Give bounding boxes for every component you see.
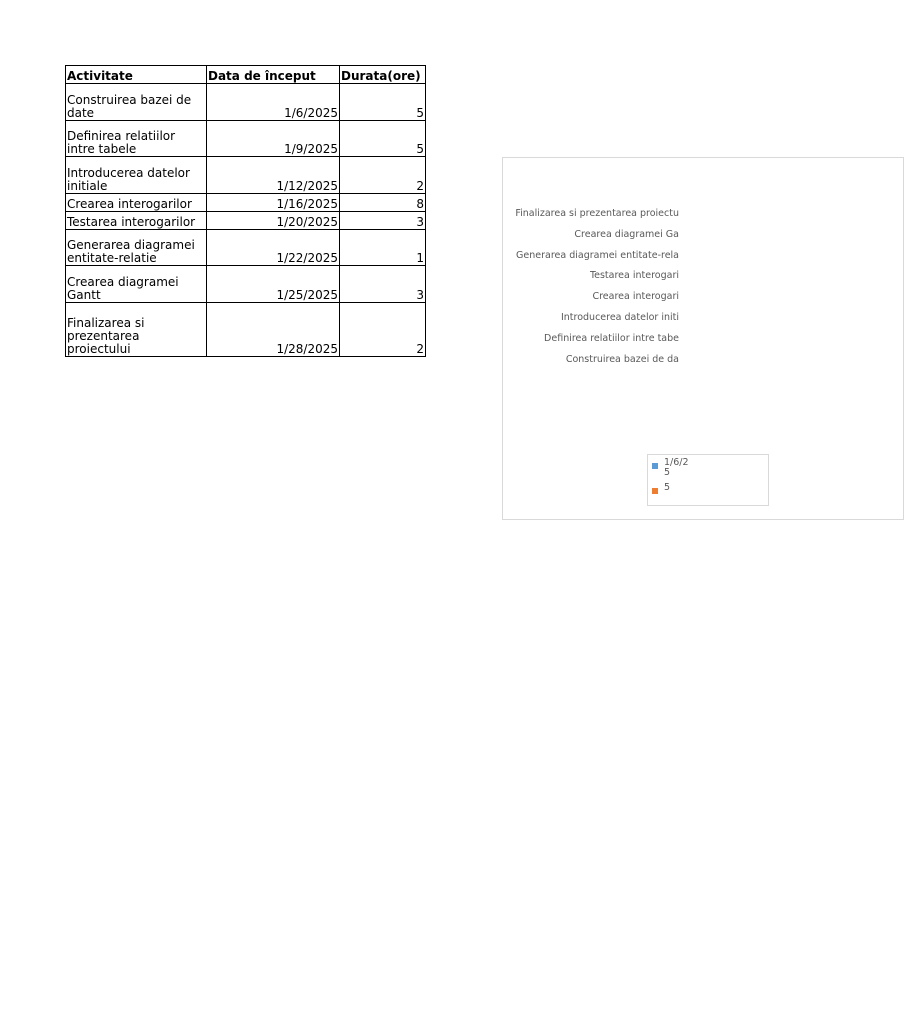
chart-area[interactable] [502,157,904,520]
cell-start-date[interactable]: 1/12/2025 [207,157,340,194]
legend-swatch-blue [652,463,658,469]
cell-activity[interactable]: Generarea diagramei entitate-relatie [66,230,207,266]
legend-entry [652,483,694,494]
cell-activity[interactable]: Crearea interogarilor [66,194,207,212]
cell-duration[interactable]: 2 [340,157,426,194]
cell-duration[interactable]: 3 [340,212,426,230]
category-tick-label: Testarea interogari [589,270,679,282]
header-activity[interactable]: Activitate [66,66,207,84]
cell-duration[interactable]: 8 [340,194,426,212]
table-row [66,266,426,303]
table-row [66,303,426,357]
cell-duration[interactable]: 5 [340,121,426,157]
cell-start-date[interactable]: 1/28/2025 [207,303,340,357]
table-row [66,230,426,266]
cell-activity[interactable]: Testarea interogarilor [66,212,207,230]
legend-entry [652,458,694,478]
cell-activity[interactable]: Construirea bazei de date [66,84,207,121]
chart-legend[interactable] [647,454,769,506]
cell-activity[interactable]: Crearea diagramei Gantt [66,266,207,303]
table-row [66,121,426,157]
cell-activity[interactable]: Definirea relatiilor intre tabele [66,121,207,157]
header-start-date[interactable]: Data de început [207,66,340,84]
cell-start-date[interactable]: 1/25/2025 [207,266,340,303]
category-tick-label: Crearea diagramei Ga [574,228,679,240]
cell-duration[interactable]: 2 [340,303,426,357]
cell-start-date[interactable]: 1/22/2025 [207,230,340,266]
legend-swatch-orange [652,488,658,494]
legend-label: 5 [664,482,671,493]
category-tick-label: Crearea interogari [592,291,679,303]
cell-duration[interactable]: 3 [340,266,426,303]
table-row [66,84,426,121]
legend-label: 1/6/25 [664,457,689,478]
header-duration[interactable]: Durata(ore) [340,66,426,84]
category-tick-label: Introducerea datelor initi [560,312,679,323]
activity-table [65,65,426,357]
table-row [66,194,426,212]
table-header-row [66,66,426,84]
cell-activity[interactable]: Finalizarea si prezentarea proiectului [66,303,207,357]
cell-start-date[interactable]: 1/20/2025 [207,212,340,230]
category-tick-label: Definirea relatiilor intre tabe [544,332,679,344]
cell-activity[interactable]: Introducerea datelor initiale [66,157,207,194]
cell-start-date[interactable]: 1/6/2025 [207,84,340,121]
cell-duration[interactable]: 1 [340,230,426,266]
category-tick-label: Generarea diagramei entitate-rela [516,249,679,261]
category-tick-label: Construirea bazei de da [565,353,679,365]
cell-start-date[interactable]: 1/9/2025 [207,121,340,157]
table-row [66,157,426,194]
category-tick-label: Finalizarea si prezentarea proiectu [515,208,679,219]
cell-duration[interactable]: 5 [340,84,426,121]
cell-start-date[interactable]: 1/16/2025 [207,194,340,212]
table-row [66,212,426,230]
gantt-chart[interactable] [502,157,689,520]
